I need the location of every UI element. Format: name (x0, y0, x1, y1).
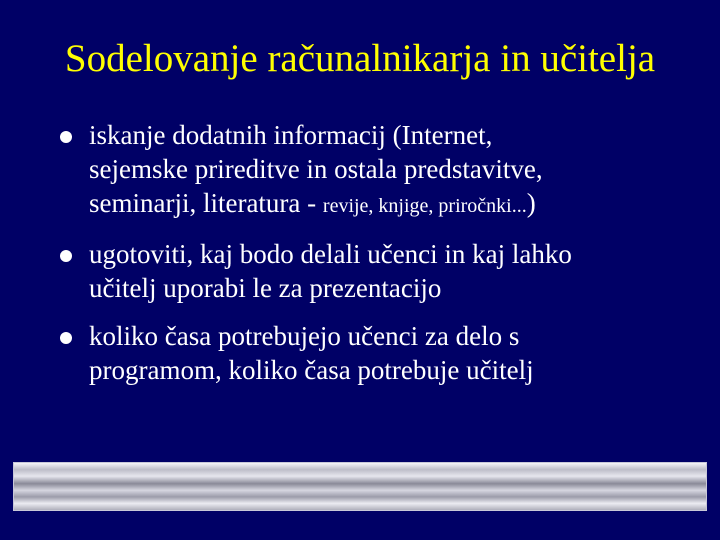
bullet-item (56, 237, 706, 305)
bullet-list (56, 118, 706, 401)
bullet-item (56, 319, 706, 387)
bullet-line: učitelj uporabi le za prezentacijo (89, 273, 442, 303)
bullet-line: sejemske prireditve in ostala predstavitve, (89, 154, 543, 184)
decorative-footer-bar (13, 462, 707, 511)
bullet-line: programom, koliko časa potrebuje učitelj (89, 355, 534, 385)
slide-title: Sodelovanje računalnikarja in učitelja (64, 37, 656, 80)
bullet-line: seminarji, literatura - (89, 188, 323, 218)
bullet-item (56, 118, 706, 223)
bullet-line: iskanje dodatnih informacij (Internet, (89, 120, 493, 150)
bullet-line-end: ) (526, 188, 536, 218)
bullet-line-small: revije, knjige, priročnki... (322, 195, 527, 217)
bullet-dot-icon (60, 250, 72, 262)
bullet-dot-icon (60, 332, 72, 344)
bullet-line: ugotoviti, kaj bodo delali učenci in kaj lahko (89, 239, 572, 269)
bullet-line: koliko časa potrebujejo učenci za delo s (89, 321, 520, 351)
bullet-dot-icon (60, 131, 72, 143)
